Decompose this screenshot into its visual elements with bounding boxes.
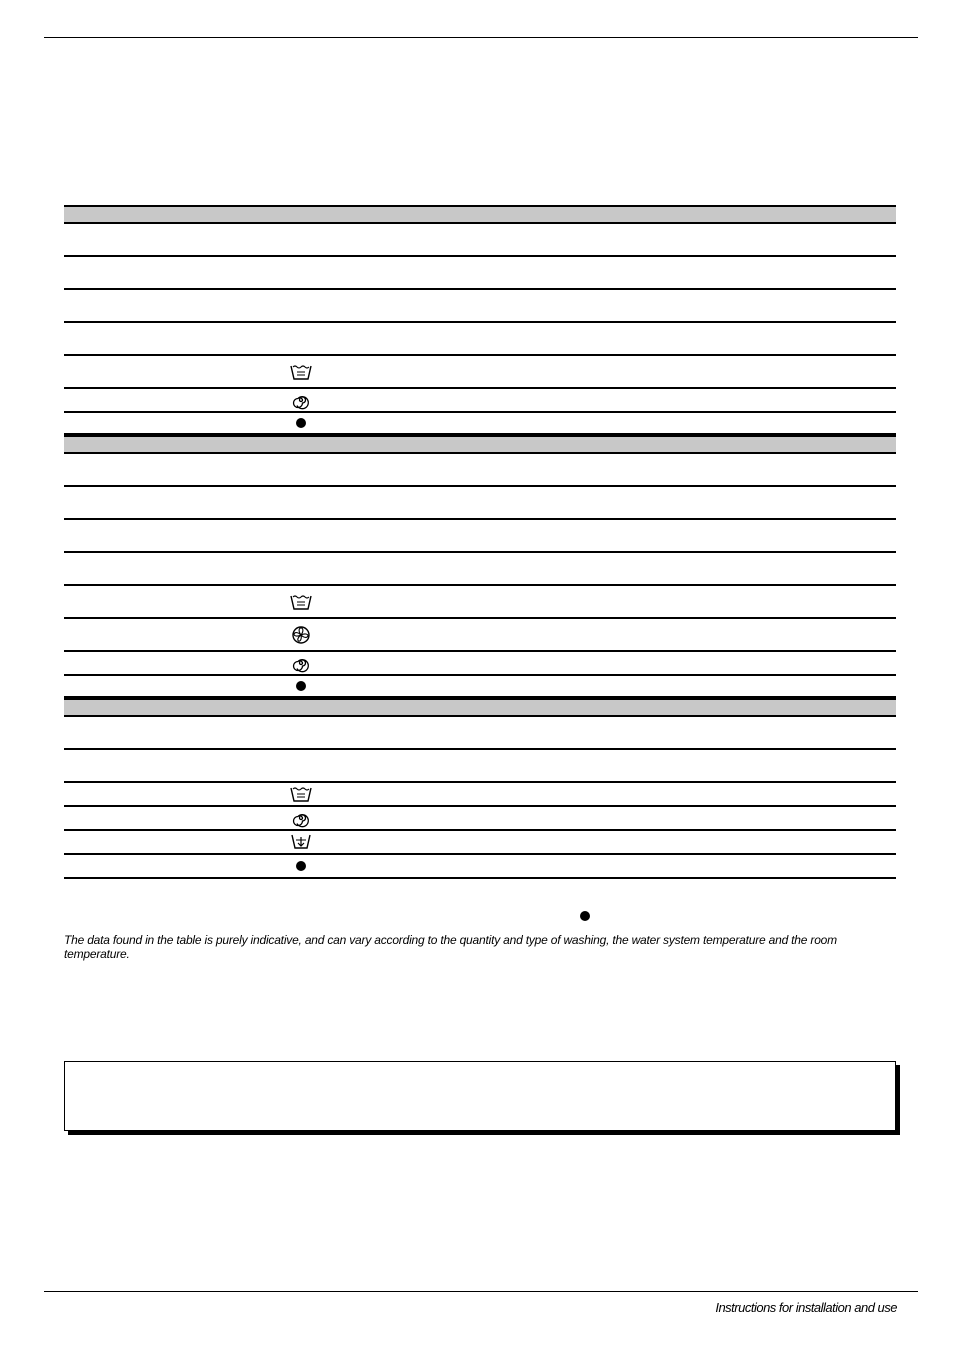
table-row [64, 855, 896, 879]
table-row [64, 257, 896, 290]
bottom-rule [44, 1291, 918, 1292]
table-row [64, 389, 896, 413]
spin-icon [289, 653, 313, 673]
fan-icon [289, 625, 313, 645]
table-row [64, 717, 896, 750]
table-row [64, 652, 896, 676]
end-dot-icon [289, 676, 313, 696]
programme-table [64, 205, 896, 879]
table-row [64, 553, 896, 586]
table-row [64, 619, 896, 652]
table-row [64, 356, 896, 389]
table-row [64, 676, 896, 698]
section-header [64, 435, 896, 454]
table-row [64, 831, 896, 855]
table-row [64, 520, 896, 553]
top-rule [44, 37, 918, 38]
table-row [64, 487, 896, 520]
wash-tub-icon [289, 592, 313, 612]
legend-dot-icon [580, 911, 590, 921]
table-row [64, 323, 896, 356]
table-row [64, 290, 896, 323]
table-row [64, 224, 896, 257]
spin-icon [289, 808, 313, 828]
end-dot-icon [289, 413, 313, 433]
spin-icon [289, 390, 313, 410]
table-row [64, 807, 896, 831]
table-row [64, 586, 896, 619]
table-row [64, 454, 896, 487]
wash-tub-icon [289, 362, 313, 382]
table-row [64, 750, 896, 783]
end-dot-icon [289, 856, 313, 876]
section-header [64, 698, 896, 717]
table-note: The data found in the table is purely indicative, and can vary according to the quantity and type of washing, the water system temperature and the room temperature. [64, 933, 837, 961]
notice-box [64, 1061, 896, 1131]
section-header [64, 205, 896, 224]
table-row [64, 413, 896, 435]
table-row [64, 783, 896, 807]
footer-text: Instructions for installation and use [715, 1300, 897, 1315]
wash-tub-icon [289, 784, 313, 804]
drain-icon [289, 832, 313, 852]
